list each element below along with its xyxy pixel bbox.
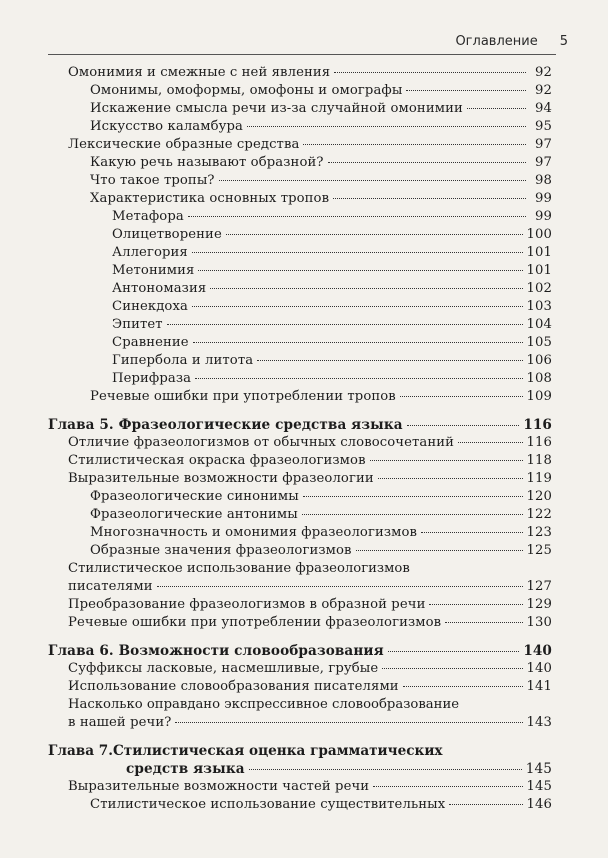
toc-entry[interactable]: [48, 470, 552, 488]
toc-entry-page: 122: [526, 507, 552, 522]
toc-entry[interactable]: [48, 578, 552, 596]
dot-leader: [175, 722, 522, 723]
toc-entry-page: 94: [535, 101, 552, 116]
toc-entry-page: 106: [526, 353, 552, 368]
toc-entry[interactable]: [48, 262, 552, 280]
toc-entry[interactable]: [48, 298, 552, 316]
spacer: [48, 732, 552, 742]
toc-chapter-page: 145: [525, 761, 552, 777]
toc-entry[interactable]: [48, 678, 552, 696]
toc-entry[interactable]: [48, 388, 552, 406]
toc-entry-page: 129: [526, 597, 552, 612]
toc-entry-title: Выразительные возможности частей речи: [68, 779, 370, 794]
toc-entry-page: 99: [535, 209, 552, 224]
dot-leader: [257, 360, 522, 361]
toc-entry-title: Гипербола и литота: [112, 353, 254, 368]
toc-entry[interactable]: [48, 796, 552, 814]
dot-leader: [400, 396, 523, 397]
toc-entry[interactable]: [48, 190, 552, 208]
table-of-contents: [48, 64, 552, 814]
toc-entry-title: Фразеологические антонимы: [90, 507, 298, 522]
toc-entry[interactable]: [48, 64, 552, 82]
toc-chapter-first-line: Глава 7.Стилистическая оценка грамматических: [48, 743, 443, 759]
toc-entry-title: Многозначность и омонимия фразеологизмов: [90, 525, 418, 540]
dot-leader: [192, 252, 523, 253]
toc-entry[interactable]: [48, 118, 552, 136]
toc-entry-title: Перифраза: [112, 371, 192, 386]
toc-entry-page: 100: [526, 227, 552, 242]
toc-entry-page: 130: [526, 615, 552, 630]
dot-leader: [378, 478, 523, 479]
dot-leader: [333, 198, 526, 199]
toc-entry[interactable]: [48, 172, 552, 190]
toc-entry[interactable]: [48, 280, 552, 298]
toc-entry-page: 143: [526, 715, 552, 730]
dot-leader: [303, 144, 526, 145]
toc-entry-title: Аллегория: [112, 245, 188, 260]
dot-leader: [373, 786, 522, 787]
toc-entry-title: Характеристика основных тропов: [90, 191, 330, 206]
dot-leader: [356, 550, 523, 551]
toc-entry-page: 119: [526, 471, 552, 486]
toc-entry[interactable]: [48, 136, 552, 154]
toc-entry-title: Эпитет: [112, 317, 163, 332]
toc-entry-title: Лексические образные средства: [68, 137, 300, 152]
toc-chapter-title: Глава 5. Фразеологические средства языка: [48, 417, 403, 433]
toc-entry[interactable]: [48, 452, 552, 470]
toc-entry[interactable]: [48, 506, 552, 524]
toc-entry-title: Преобразование фразеологизмов в образной речи: [68, 597, 426, 612]
toc-entry-page: 109: [526, 389, 552, 404]
toc-entry[interactable]: [48, 596, 552, 614]
toc-entry[interactable]: [48, 316, 552, 334]
toc-chapter[interactable]: [48, 760, 552, 778]
toc-entry[interactable]: [48, 208, 552, 226]
toc-entry-page: 104: [526, 317, 552, 332]
dot-leader: [192, 306, 523, 307]
toc-entry-page: 118: [526, 453, 552, 468]
toc-entry-page: 123: [526, 525, 552, 540]
toc-entry[interactable]: [48, 542, 552, 560]
toc-entry[interactable]: [48, 82, 552, 100]
toc-entry[interactable]: [48, 778, 552, 796]
dot-leader: [388, 651, 520, 652]
toc-entry-title: Искажение смысла речи из-за случайной омонимии: [90, 101, 463, 116]
toc-entry-title: Сравнение: [112, 335, 189, 350]
toc-entry-page: 120: [526, 489, 552, 504]
toc-entry-page: 99: [535, 191, 552, 206]
dot-leader: [193, 342, 523, 343]
dot-leader: [210, 288, 522, 289]
toc-chapter[interactable]: [48, 642, 552, 660]
toc-entry[interactable]: [48, 488, 552, 506]
toc-entry-title: Речевые ошибки при употреблении фразеологизмов: [68, 615, 442, 630]
toc-entry-page: 97: [535, 155, 552, 170]
toc-entry-title: Фразеологические синонимы: [90, 489, 299, 504]
dot-leader: [328, 162, 526, 163]
toc-entry-title: Выразительные возможности фразеологии: [68, 471, 374, 486]
toc-entry-page: 108: [526, 371, 552, 386]
toc-chapter[interactable]: [48, 416, 552, 434]
toc-chapter-page: 116: [523, 417, 552, 433]
spacer: [48, 406, 552, 416]
toc-chapter-title: средств языка: [126, 761, 245, 777]
toc-entry[interactable]: [48, 352, 552, 370]
dot-leader: [167, 324, 523, 325]
toc-entry-page: 127: [526, 579, 552, 594]
toc-entry-page: 141: [526, 679, 552, 694]
toc-entry[interactable]: [48, 100, 552, 118]
spacer: [48, 632, 552, 642]
toc-entry-title: Что такое тропы?: [90, 173, 215, 188]
header-page-number: 5: [559, 34, 568, 49]
toc-chapter-title: Глава 6. Возможности словообразования: [48, 643, 384, 659]
toc-entry[interactable]: [48, 434, 552, 452]
dot-leader: [449, 804, 522, 805]
toc-entry[interactable]: [48, 244, 552, 262]
dot-leader: [188, 216, 526, 217]
toc-entry-page: 98: [535, 173, 552, 188]
toc-entry-title: Использование словообразования писателями: [68, 679, 399, 694]
toc-entry-title: Отличие фразеологизмов от обычных словосочетаний: [68, 435, 455, 450]
toc-entry[interactable]: [48, 660, 552, 678]
toc-entry[interactable]: [48, 524, 552, 542]
dot-leader: [467, 108, 526, 109]
dot-leader: [370, 460, 523, 461]
dot-leader: [226, 234, 523, 235]
toc-chapter-page: 140: [523, 643, 552, 659]
toc-entry[interactable]: [48, 370, 552, 388]
dot-leader: [195, 378, 522, 379]
header-rule: [48, 54, 556, 55]
toc-entry-page: 145: [526, 779, 552, 794]
toc-entry-title: Метафора: [112, 209, 184, 224]
toc-entry-page: 125: [526, 543, 552, 558]
toc-entry-page: 92: [535, 83, 552, 98]
dot-leader: [249, 769, 522, 770]
dot-leader: [458, 442, 522, 443]
toc-entry-page: 105: [526, 335, 552, 350]
dot-leader: [403, 686, 523, 687]
toc-entry-title: Стилистическое использование существительных: [90, 797, 446, 812]
dot-leader: [429, 604, 522, 605]
dot-leader: [247, 126, 526, 127]
toc-entry[interactable]: [48, 154, 552, 172]
toc-entry-page: 101: [526, 245, 552, 260]
dot-leader: [303, 496, 523, 497]
toc-entry-title: Суффиксы ласковые, насмешливые, грубые: [68, 661, 379, 676]
toc-entry-page: 97: [535, 137, 552, 152]
dot-leader: [198, 270, 522, 271]
toc-entry-first-line: Стилистическое использование фразеологизмов: [68, 561, 410, 576]
dot-leader: [407, 425, 520, 426]
toc-entry-page: 140: [526, 661, 552, 676]
toc-entry-title: Синекдоха: [112, 299, 188, 314]
toc-entry-page: 116: [526, 435, 552, 450]
toc-entry[interactable]: [48, 226, 552, 244]
dot-leader: [219, 180, 526, 181]
toc-entry-title: Олицетворение: [112, 227, 222, 242]
toc-entry-title: Речевые ошибки при употреблении тропов: [90, 389, 396, 404]
toc-entry-title: Омонимия и смежные с ней явления: [68, 65, 331, 80]
toc-entry-title: Образные значения фразеологизмов: [90, 543, 352, 558]
toc-entry-page: 95: [535, 119, 552, 134]
toc-entry-page: 103: [526, 299, 552, 314]
toc-entry-title: Какую речь называют образной?: [90, 155, 324, 170]
toc-entry-title: Антономазия: [112, 281, 207, 296]
toc-entry-title: в нашей речи?: [68, 715, 172, 730]
toc-entry-page: 102: [526, 281, 552, 296]
dot-leader: [406, 90, 526, 91]
dot-leader: [157, 586, 523, 587]
dot-leader: [302, 514, 523, 515]
header-title: Оглавление: [455, 34, 538, 49]
toc-entry-page: 92: [535, 65, 552, 80]
dot-leader: [382, 668, 522, 669]
dot-leader: [334, 72, 526, 73]
toc-entry-first-line: Насколько оправдано экспрессивное словообразование: [68, 697, 460, 712]
toc-entry[interactable]: [48, 614, 552, 632]
dot-leader: [445, 622, 522, 623]
toc-entry-page: 101: [526, 263, 552, 278]
toc-entry-title: Стилистическая окраска фразеологизмов: [68, 453, 366, 468]
toc-entry-title: писателями: [68, 579, 153, 594]
toc-entry[interactable]: [48, 714, 552, 732]
toc-entry-title: Метонимия: [112, 263, 195, 278]
running-header: [0, 34, 568, 49]
toc-entry-title: Омонимы, омоформы, омофоны и омографы: [90, 83, 403, 98]
dot-leader: [421, 532, 522, 533]
toc-entry-page: 146: [526, 797, 552, 812]
toc-entry-title: Искусство каламбура: [90, 119, 244, 134]
toc-entry[interactable]: [48, 334, 552, 352]
